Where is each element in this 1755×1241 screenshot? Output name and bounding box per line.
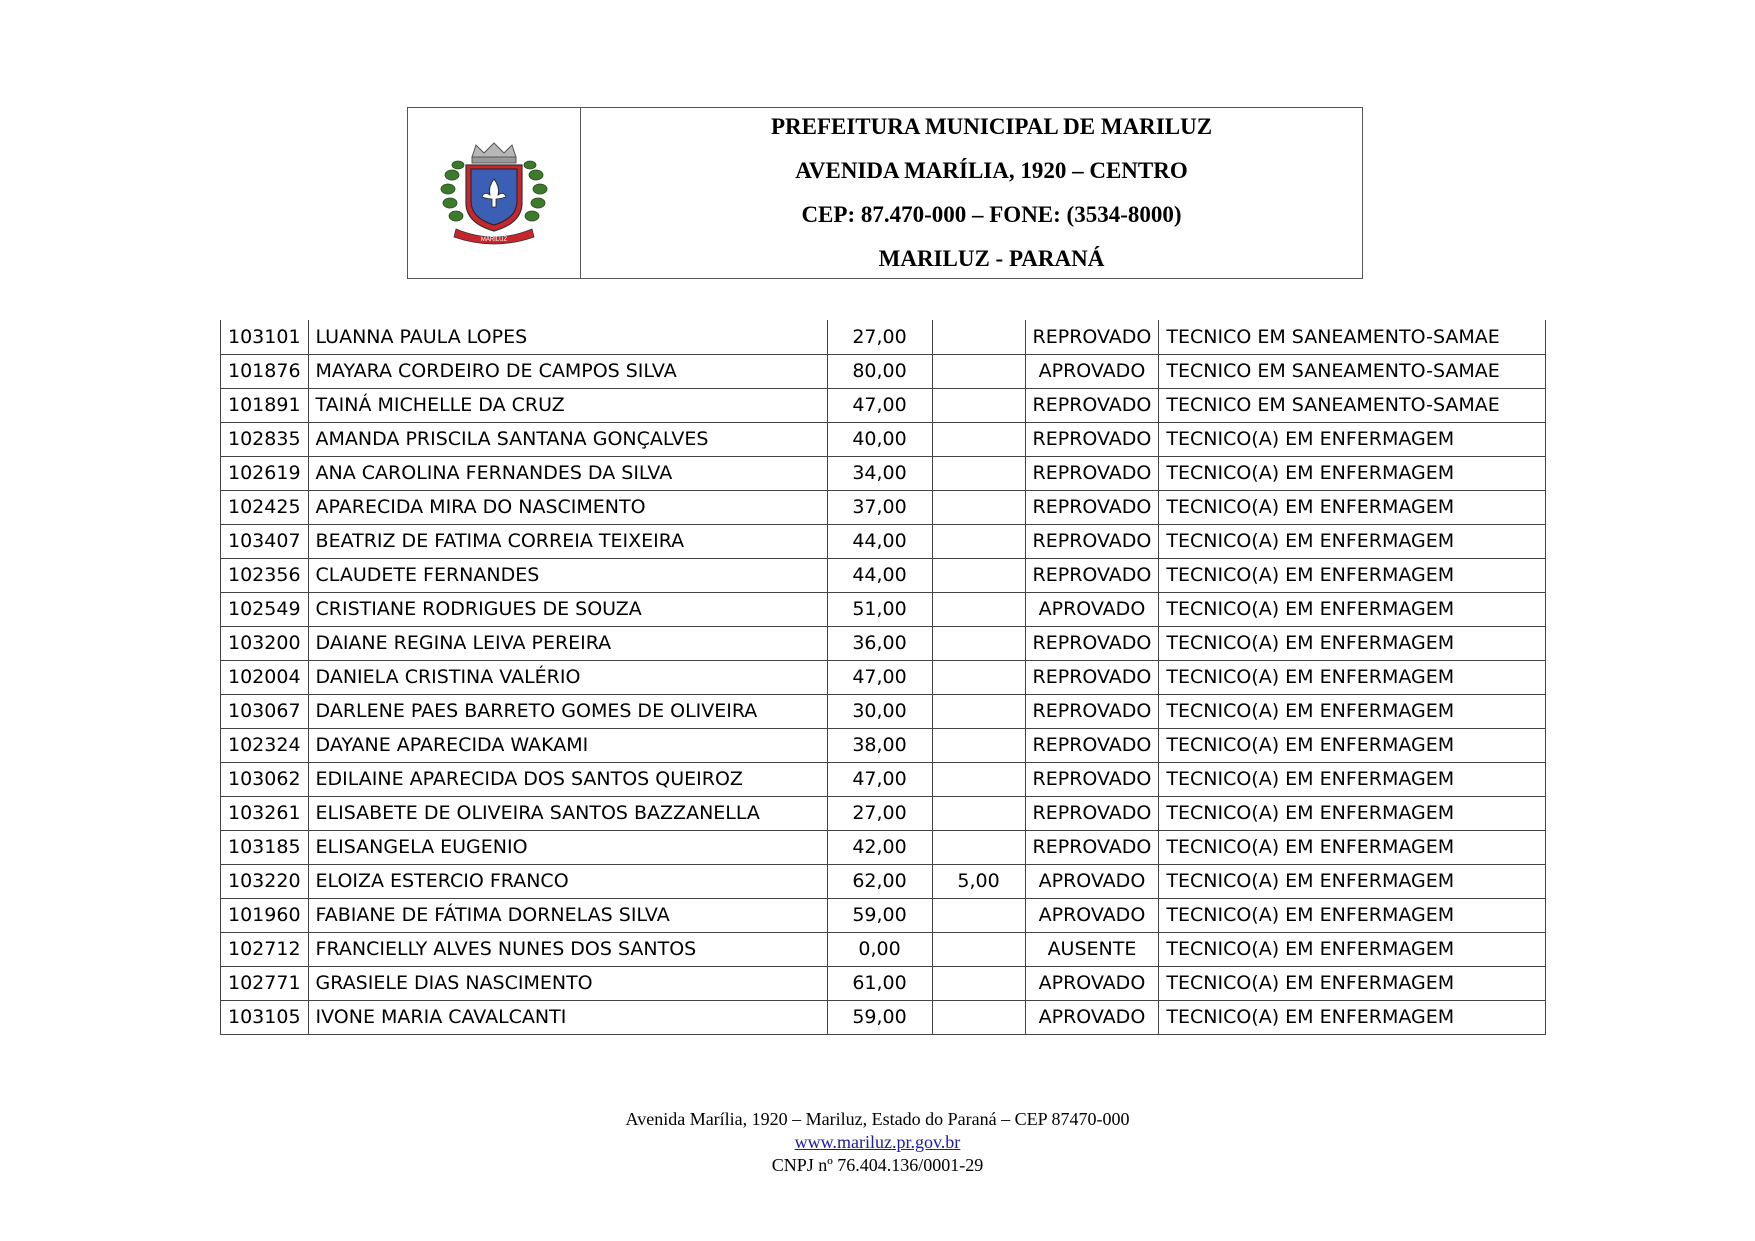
candidate-score: 51,00 (827, 592, 932, 626)
candidate-status: APROVADO (1025, 592, 1159, 626)
candidate-id: 102835 (221, 422, 309, 456)
candidate-name: DAYANE APARECIDA WAKAMI (308, 728, 827, 762)
candidate-id: 103407 (221, 524, 309, 558)
candidate-name: BEATRIZ DE FATIMA CORREIA TEIXEIRA (308, 524, 827, 558)
candidate-bonus (932, 422, 1025, 456)
candidate-bonus (932, 626, 1025, 660)
candidate-status: REPROVADO (1025, 830, 1159, 864)
candidate-status: REPROVADO (1025, 626, 1159, 660)
candidate-name: GRASIELE DIAS NASCIMENTO (308, 966, 827, 1000)
candidate-bonus: 5,00 (932, 864, 1025, 898)
candidate-bonus (932, 898, 1025, 932)
candidate-position: TECNICO(A) EM ENFERMAGEM (1159, 966, 1546, 1000)
candidate-bonus (932, 728, 1025, 762)
candidate-score: 30,00 (827, 694, 932, 728)
postal-phone: CEP: 87.470-000 – FONE: (3534-8000) (801, 202, 1182, 227)
candidate-position: TECNICO(A) EM ENFERMAGEM (1159, 660, 1546, 694)
table-row (221, 422, 1546, 456)
candidate-bonus (932, 354, 1025, 388)
candidate-name: FABIANE DE FÁTIMA DORNELAS SILVA (308, 898, 827, 932)
street-address: AVENIDA MARÍLIA, 1920 – CENTRO (795, 158, 1188, 183)
candidate-status: REPROVADO (1025, 524, 1159, 558)
candidate-id: 102004 (221, 660, 309, 694)
candidate-id: 102324 (221, 728, 309, 762)
candidate-name: ELOIZA ESTERCIO FRANCO (308, 864, 827, 898)
candidate-id: 103261 (221, 796, 309, 830)
footer-address: Avenida Marília, 1920 – Mariluz, Estado do Paraná – CEP 87470-000 (625, 1109, 1130, 1129)
candidate-status: REPROVADO (1025, 422, 1159, 456)
table-row (221, 728, 1546, 762)
candidate-id: 103200 (221, 626, 309, 660)
candidate-position: TECNICO(A) EM ENFERMAGEM (1159, 422, 1546, 456)
candidate-name: CLAUDETE FERNANDES (308, 558, 827, 592)
candidate-id: 102549 (221, 592, 309, 626)
candidate-bonus (932, 966, 1025, 1000)
candidate-score: 42,00 (827, 830, 932, 864)
svg-text:MARILUZ: MARILUZ (480, 237, 508, 243)
candidate-score: 47,00 (827, 388, 932, 422)
candidate-position: TECNICO(A) EM ENFERMAGEM (1159, 592, 1546, 626)
candidate-status: REPROVADO (1025, 490, 1159, 524)
candidate-score: 0,00 (827, 932, 932, 966)
candidate-name: CRISTIANE RODRIGUES DE SOUZA (308, 592, 827, 626)
website-link[interactable]: www.mariluz.pr.gov.br (794, 1132, 961, 1152)
candidate-position: TECNICO(A) EM ENFERMAGEM (1159, 864, 1546, 898)
page-footer (0, 1108, 1755, 1177)
table-row (221, 864, 1546, 898)
candidate-status: REPROVADO (1025, 694, 1159, 728)
candidate-id: 103062 (221, 762, 309, 796)
candidate-id: 101960 (221, 898, 309, 932)
candidate-score: 27,00 (827, 796, 932, 830)
candidate-status: REPROVADO (1025, 388, 1159, 422)
candidate-bonus (932, 660, 1025, 694)
candidate-id: 102356 (221, 558, 309, 592)
candidate-score: 44,00 (827, 524, 932, 558)
footer-cnpj: CNPJ nº 76.404.136/0001-29 (771, 1155, 984, 1175)
results-table (220, 320, 1546, 1035)
candidate-score: 40,00 (827, 422, 932, 456)
candidate-position: TECNICO(A) EM ENFERMAGEM (1159, 694, 1546, 728)
municipal-crest-icon (438, 137, 550, 249)
candidate-status: APROVADO (1025, 864, 1159, 898)
candidate-name: LUANNA PAULA LOPES (308, 320, 827, 354)
table-row (221, 524, 1546, 558)
candidate-score: 47,00 (827, 762, 932, 796)
candidate-name: EDILAINE APARECIDA DOS SANTOS QUEIROZ (308, 762, 827, 796)
candidate-status: APROVADO (1025, 898, 1159, 932)
candidate-name: ANA CAROLINA FERNANDES DA SILVA (308, 456, 827, 490)
candidate-status: AUSENTE (1025, 932, 1159, 966)
table-row (221, 796, 1546, 830)
candidate-id: 101876 (221, 354, 309, 388)
candidate-score: 59,00 (827, 898, 932, 932)
candidate-bonus (932, 762, 1025, 796)
candidate-score: 59,00 (827, 1000, 932, 1034)
candidate-position: TECNICO(A) EM ENFERMAGEM (1159, 898, 1546, 932)
table-row (221, 966, 1546, 1000)
table-row (221, 830, 1546, 864)
candidate-position: TECNICO(A) EM ENFERMAGEM (1159, 830, 1546, 864)
table-row (221, 456, 1546, 490)
candidate-position: TECNICO(A) EM ENFERMAGEM (1159, 796, 1546, 830)
candidate-name: MAYARA CORDEIRO DE CAMPOS SILVA (308, 354, 827, 388)
candidate-position: TECNICO EM SANEAMENTO-SAMAE (1159, 388, 1546, 422)
table-row (221, 898, 1546, 932)
candidate-bonus (932, 524, 1025, 558)
candidate-id: 103101 (221, 320, 309, 354)
candidate-score: 61,00 (827, 966, 932, 1000)
candidate-score: 62,00 (827, 864, 932, 898)
candidate-name: AMANDA PRISCILA SANTANA GONÇALVES (308, 422, 827, 456)
candidate-position: TECNICO(A) EM ENFERMAGEM (1159, 558, 1546, 592)
candidate-id: 102712 (221, 932, 309, 966)
table-row (221, 320, 1546, 354)
candidate-status: REPROVADO (1025, 762, 1159, 796)
table-row (221, 1000, 1546, 1034)
candidate-id: 101891 (221, 388, 309, 422)
table-row (221, 388, 1546, 422)
candidate-id: 102425 (221, 490, 309, 524)
candidate-name: ELISANGELA EUGENIO (308, 830, 827, 864)
candidate-status: REPROVADO (1025, 320, 1159, 354)
table-row (221, 490, 1546, 524)
candidate-score: 44,00 (827, 558, 932, 592)
candidate-position: TECNICO(A) EM ENFERMAGEM (1159, 728, 1546, 762)
letterhead-text (581, 108, 1362, 278)
table-row (221, 660, 1546, 694)
candidate-status: REPROVADO (1025, 558, 1159, 592)
candidate-position: TECNICO(A) EM ENFERMAGEM (1159, 490, 1546, 524)
letterhead (407, 107, 1363, 279)
candidate-name: ELISABETE DE OLIVEIRA SANTOS BAZZANELLA (308, 796, 827, 830)
candidate-id: 102771 (221, 966, 309, 1000)
candidate-position: TECNICO(A) EM ENFERMAGEM (1159, 524, 1546, 558)
candidate-bonus (932, 320, 1025, 354)
candidate-score: 34,00 (827, 456, 932, 490)
candidate-status: REPROVADO (1025, 796, 1159, 830)
candidate-score: 47,00 (827, 660, 932, 694)
candidate-bonus (932, 694, 1025, 728)
candidate-status: REPROVADO (1025, 456, 1159, 490)
candidate-bonus (932, 490, 1025, 524)
candidate-bonus (932, 830, 1025, 864)
candidate-name: APARECIDA MIRA DO NASCIMENTO (308, 490, 827, 524)
candidate-id: 103105 (221, 1000, 309, 1034)
candidate-bonus (932, 456, 1025, 490)
candidate-status: APROVADO (1025, 354, 1159, 388)
candidate-status: APROVADO (1025, 1000, 1159, 1034)
candidate-position: TECNICO(A) EM ENFERMAGEM (1159, 456, 1546, 490)
candidate-position: TECNICO(A) EM ENFERMAGEM (1159, 626, 1546, 660)
table-row (221, 558, 1546, 592)
candidate-id: 103185 (221, 830, 309, 864)
candidate-status: REPROVADO (1025, 728, 1159, 762)
candidate-bonus (932, 932, 1025, 966)
candidate-bonus (932, 592, 1025, 626)
candidate-bonus (932, 388, 1025, 422)
candidate-name: IVONE MARIA CAVALCANTI (308, 1000, 827, 1034)
candidate-name: DAIANE REGINA LEIVA PEREIRA (308, 626, 827, 660)
candidate-position: TECNICO(A) EM ENFERMAGEM (1159, 762, 1546, 796)
city-state: MARILUZ - PARANÁ (878, 246, 1105, 271)
candidate-position: TECNICO(A) EM ENFERMAGEM (1159, 1000, 1546, 1034)
candidate-name: DANIELA CRISTINA VALÉRIO (308, 660, 827, 694)
candidate-score: 27,00 (827, 320, 932, 354)
candidate-bonus (932, 796, 1025, 830)
results-table-body (221, 320, 1546, 1034)
candidate-bonus (932, 1000, 1025, 1034)
table-row (221, 694, 1546, 728)
table-row (221, 626, 1546, 660)
candidate-status: APROVADO (1025, 966, 1159, 1000)
candidate-name: TAINÁ MICHELLE DA CRUZ (308, 388, 827, 422)
candidate-status: REPROVADO (1025, 660, 1159, 694)
municipality-name: PREFEITURA MUNICIPAL DE MARILUZ (770, 114, 1213, 139)
candidate-score: 80,00 (827, 354, 932, 388)
table-row (221, 592, 1546, 626)
candidate-id: 102619 (221, 456, 309, 490)
logo-cell (408, 108, 581, 278)
table-row (221, 932, 1546, 966)
candidate-position: TECNICO EM SANEAMENTO-SAMAE (1159, 354, 1546, 388)
table-row (221, 354, 1546, 388)
candidate-score: 36,00 (827, 626, 932, 660)
candidate-name: FRANCIELLY ALVES NUNES DOS SANTOS (308, 932, 827, 966)
candidate-name: DARLENE PAES BARRETO GOMES DE OLIVEIRA (308, 694, 827, 728)
candidate-position: TECNICO(A) EM ENFERMAGEM (1159, 932, 1546, 966)
candidate-bonus (932, 558, 1025, 592)
candidate-score: 38,00 (827, 728, 932, 762)
table-row (221, 762, 1546, 796)
candidate-score: 37,00 (827, 490, 932, 524)
candidate-id: 103220 (221, 864, 309, 898)
candidate-position: TECNICO EM SANEAMENTO-SAMAE (1159, 320, 1546, 354)
candidate-id: 103067 (221, 694, 309, 728)
